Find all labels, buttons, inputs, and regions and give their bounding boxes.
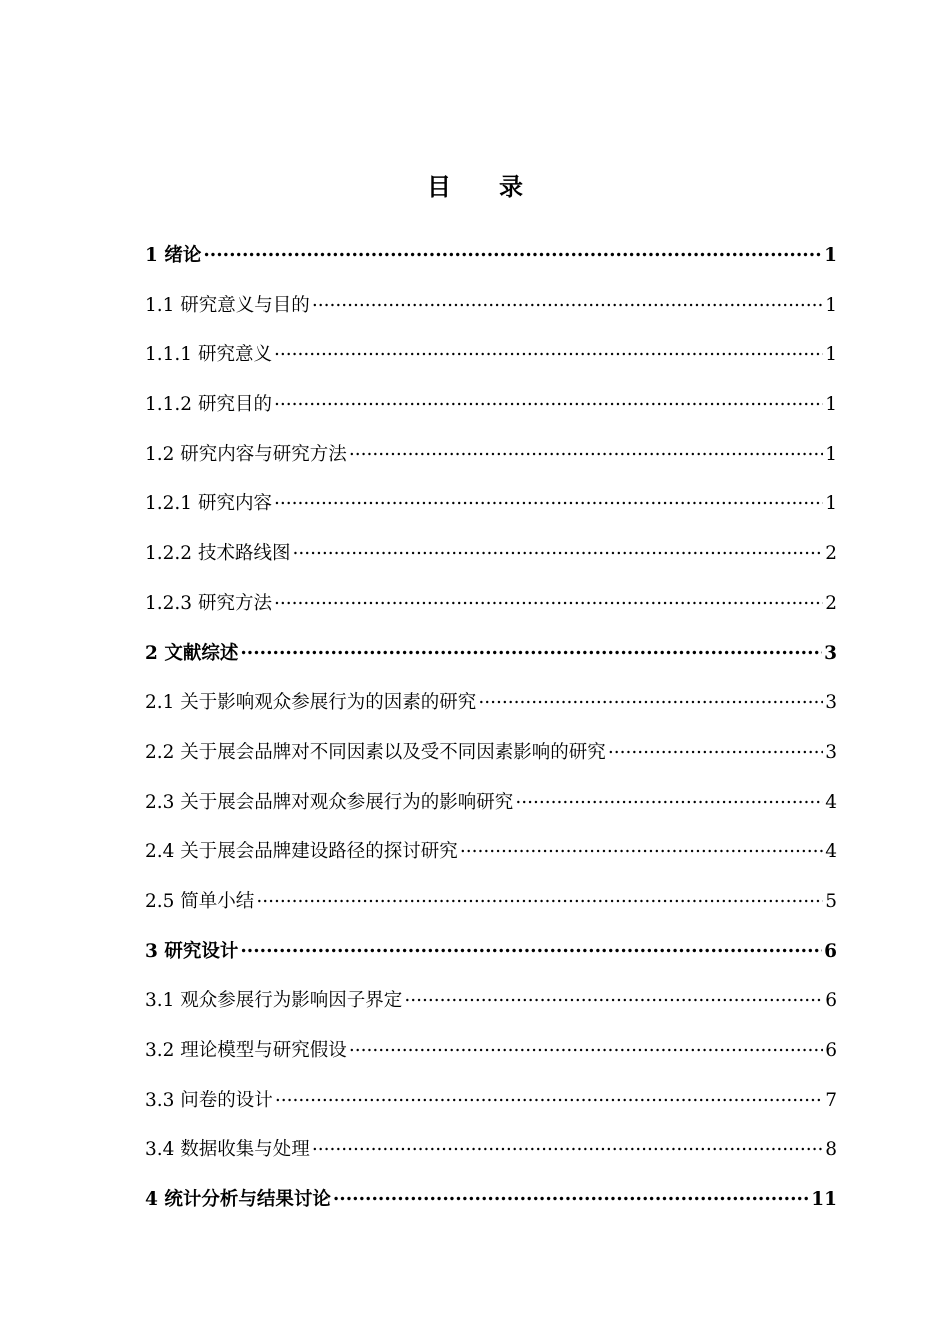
- toc-entry-page: 1: [825, 294, 837, 316]
- toc-entry[interactable]: [145, 1182, 837, 1232]
- toc-dot-leader: [275, 1086, 823, 1106]
- toc-entry-page: 6: [824, 940, 837, 962]
- toc-entry[interactable]: [145, 238, 837, 288]
- toc-dot-leader: [312, 291, 823, 311]
- toc-entry-label: 1.2.3 研究方法: [145, 592, 272, 614]
- toc-entry-page: 1: [825, 394, 837, 416]
- toc-dot-leader: [460, 837, 823, 857]
- toc-entry-label: 2.4 关于展会品牌建设路径的探讨研究: [145, 841, 458, 863]
- toc-entry-page: 11: [811, 1189, 837, 1211]
- toc-entry-label: 1.2 研究内容与研究方法: [145, 443, 347, 465]
- toc-list: [145, 238, 837, 1232]
- toc-entry-page: 6: [825, 1040, 837, 1061]
- toc-dot-leader: [404, 986, 823, 1006]
- toc-dot-leader: [256, 887, 823, 907]
- toc-entry-page: 1: [825, 443, 837, 465]
- toc-dot-leader: [349, 440, 823, 460]
- toc-entry-label: 2.1 关于影响观众参展行为的因素的研究: [145, 692, 477, 714]
- toc-entry[interactable]: [145, 685, 837, 735]
- toc-dot-leader: [478, 688, 823, 708]
- toc-entry-page: 3: [825, 692, 837, 714]
- toc-entry-page: 5: [825, 890, 837, 912]
- toc-entry-page: 1: [825, 493, 837, 515]
- toc-entry-label: 3.1 观众参展行为影响因子界定: [145, 990, 403, 1012]
- toc-dot-leader: [274, 589, 823, 609]
- toc-entry[interactable]: [145, 1132, 837, 1182]
- toc-entry-label: 1.1 研究意义与目的: [145, 294, 310, 316]
- toc-dot-leader: [274, 390, 823, 410]
- toc-entry-page: 6: [825, 990, 837, 1012]
- toc-entry-label: 4 统计分析与结果讨论: [145, 1189, 331, 1211]
- toc-title-char-1: 目: [427, 172, 451, 201]
- toc-dot-leader: [333, 1185, 809, 1205]
- toc-entry[interactable]: [145, 437, 837, 487]
- toc-entry-label: 1 绪论: [145, 245, 202, 266]
- toc-dot-leader: [240, 639, 822, 659]
- toc-entry[interactable]: [145, 1083, 837, 1133]
- toc-entry-label: 1.2.1 研究内容: [145, 493, 272, 515]
- toc-dot-leader: [292, 539, 823, 559]
- toc-entry[interactable]: [145, 636, 837, 686]
- toc-dot-leader: [349, 1036, 823, 1056]
- toc-entry[interactable]: [145, 735, 837, 785]
- toc-entry-label: 2.3 关于展会品牌对观众参展行为的影响研究: [145, 791, 514, 813]
- toc-entry-label: 2.5 简单小结: [145, 890, 255, 912]
- toc-dot-leader: [274, 340, 823, 360]
- toc-dot-leader: [274, 489, 823, 509]
- toc-dot-leader: [312, 1135, 823, 1155]
- toc-entry-page: 3: [824, 642, 837, 664]
- toc-entry-label: 1.1.2 研究目的: [145, 394, 272, 416]
- toc-entry-page: 1: [825, 344, 837, 366]
- toc-dot-leader: [203, 241, 822, 261]
- toc-entry[interactable]: [145, 387, 837, 437]
- toc-entry-label: 3 研究设计: [145, 940, 239, 962]
- toc-dot-leader: [240, 937, 822, 957]
- toc-entry-label: 1.2.2 技术路线图: [145, 543, 291, 565]
- toc-entry-label: 3.4 数据收集与处理: [145, 1139, 310, 1161]
- toc-entry-page: 3: [825, 741, 837, 763]
- toc-entry-page: 4: [825, 841, 837, 863]
- toc-entry-page: 4: [825, 791, 837, 813]
- toc-entry[interactable]: [145, 586, 837, 636]
- toc-entry[interactable]: [145, 486, 837, 536]
- toc-entry-label: 1.1.1 研究意义: [145, 344, 272, 366]
- toc-entry[interactable]: [145, 884, 837, 934]
- toc-entry-page: 7: [825, 1089, 837, 1111]
- toc-entry-label: 2 文献综述: [145, 642, 239, 664]
- toc-entry-page: 2: [825, 543, 837, 565]
- toc-entry[interactable]: [145, 785, 837, 835]
- toc-entry-label: 2.2 关于展会品牌对不同因素以及受不同因素影响的研究: [145, 741, 606, 763]
- toc-title-char-2: 录: [499, 172, 523, 201]
- toc-entry[interactable]: [145, 337, 837, 387]
- toc-entry[interactable]: [145, 983, 837, 1033]
- toc-dot-leader: [608, 738, 823, 758]
- toc-dot-leader: [515, 788, 823, 808]
- toc-entry[interactable]: [145, 288, 837, 338]
- toc-entry[interactable]: [145, 536, 837, 586]
- toc-entry-page: 1: [824, 245, 837, 266]
- toc-entry[interactable]: [145, 834, 837, 884]
- toc-entry[interactable]: [145, 934, 837, 984]
- toc-title: [0, 172, 950, 202]
- toc-entry-page: 2: [825, 592, 837, 614]
- toc-entry-label: 3.3 问卷的设计: [145, 1089, 273, 1111]
- toc-entry[interactable]: [145, 1033, 837, 1083]
- toc-entry-page: 8: [825, 1139, 837, 1161]
- toc-entry-label: 3.2 理论模型与研究假设: [145, 1040, 347, 1061]
